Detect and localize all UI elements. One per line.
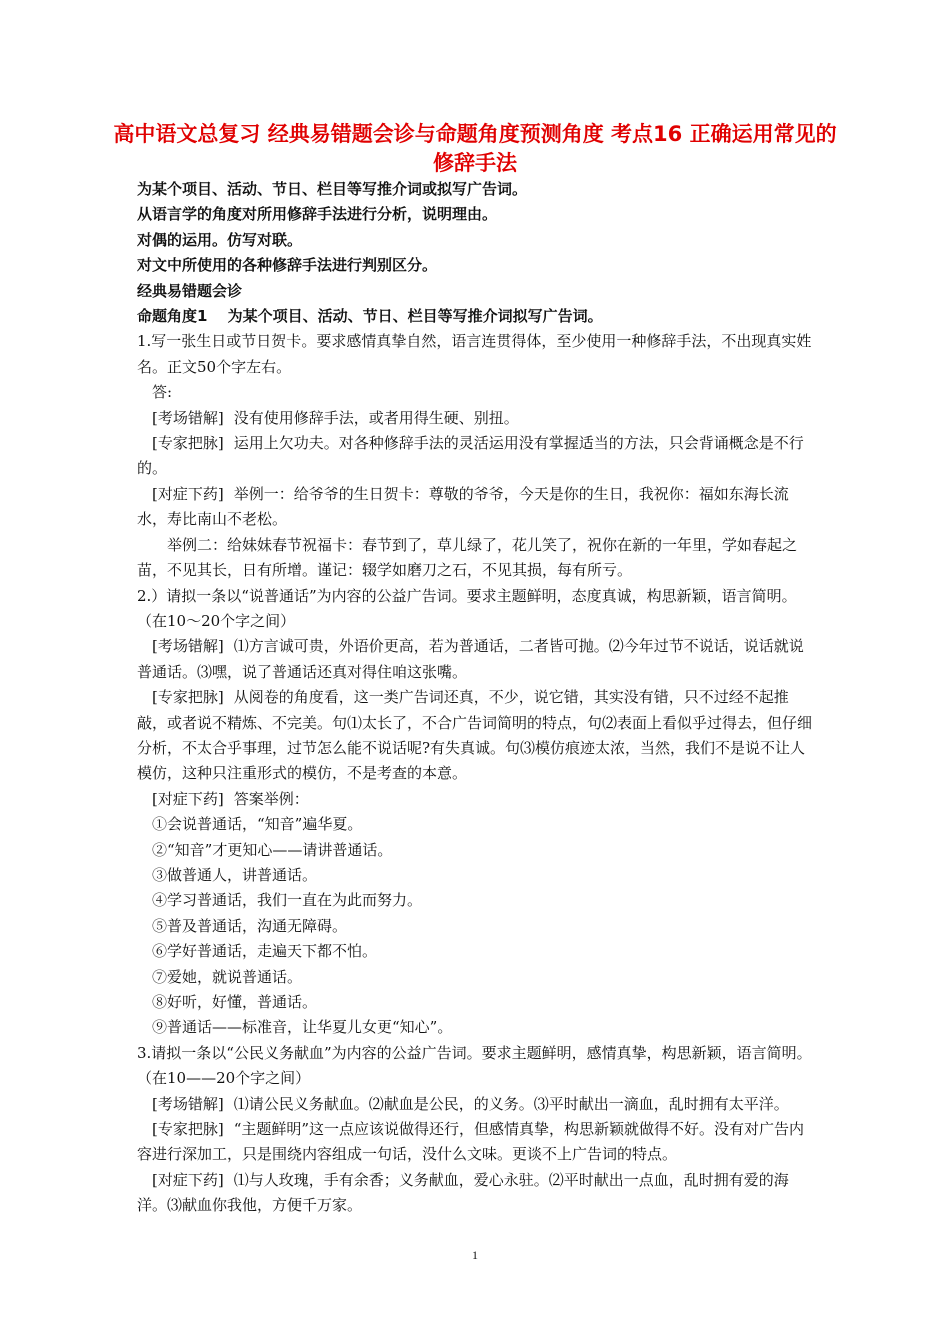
objective-item: 对文中所使用的各种修辞手法进行判别区分。: [137, 256, 438, 275]
example-item: ⑥学好普通话，走遍天下都不怕。: [152, 942, 378, 961]
error-tag: [考场错解]: [152, 637, 224, 656]
example-item: ⑦爱她，就说普通话。: [152, 967, 303, 986]
example-item: ⑧好听，好懂，普通话。: [152, 993, 318, 1011]
error-text: ⑴请公民义务献血。⑵献血是公民，的义务。⑶平时献出一滴血，乱时拥有太平洋。: [233, 1094, 789, 1113]
objective-item: 为某个项目、活动、节日、栏目等写推介词或拟写广告词。: [137, 180, 528, 198]
example-item: ⑨普通话——标准音，让华夏儿女更“知心”。: [152, 1018, 453, 1037]
remedy-tag: [对症下药]: [152, 789, 224, 808]
page-number: 1: [472, 1248, 478, 1262]
objective-item: 对偶的运用。仿写对联。: [137, 230, 303, 249]
expert-text: 运用上欠功夫。对各种修辞手法的灵活运用没有掌握适当的方法，只会背诵概念是不行的。: [137, 434, 804, 478]
question-1: 1.写一张生日或节日贺卡。要求感情真挚自然，语言连贯得体，至少使用一种修辞手法，不出现真实姓名。正文50个字左右。: [137, 332, 812, 376]
example-item: ③做普通人，讲普通话。: [152, 865, 318, 884]
expert-tag: [专家把脉]: [152, 688, 224, 707]
example-item: ①会说普通话，“知音”遍华夏。: [152, 815, 363, 834]
q2-remedy: [137, 787, 817, 812]
expert-tag: [专家把脉]: [152, 1120, 224, 1139]
remedy-text: 答案举例：: [233, 789, 309, 808]
error-tag: [考场错解]: [152, 1094, 224, 1113]
q2-expert-analysis: [137, 685, 817, 787]
remedy-tag: [对症下药]: [152, 1170, 224, 1189]
error-text: ⑴方言诚可贵，外语价更高，若为普通话，二者皆可抛。⑵今年过节不说话，说话就说普通话。⑶嘿，说了普通话还真对得住咱这张嘴。: [137, 637, 804, 681]
question-3: 3.请拟一条以“公民义务献血”为内容的公益广告词。要求主题鲜明，感情真挚，构思新颖，语言简明。（在10——20个字之间）: [137, 1043, 812, 1088]
example-item: ②“知音”才更知心——请讲普通话。: [152, 840, 393, 859]
q1-expert-analysis: [137, 431, 817, 482]
expert-text: 从阅卷的角度看，这一类广告词还真，不少，说它错，其实没有错，只不过经不起推敲，或者说不精炼、不完美。句⑴太长了，不合广告词简明的特点，句⑵表面上看似乎过得去，但仔细分析，不太合乎事理，过节怎么能不说话呢?有失真诚。句⑶模仿痕迹太浓，当然，我们不是说不让人模仿，这种只注重形式的模仿，不是考查的本意。: [137, 688, 813, 783]
q1-error-analysis: [137, 406, 817, 431]
remedy-text: ⑴与人玫瑰，手有余香；义务献血，爱心永驻。⑵平时献出一点血，乱时拥有爱的海洋。⑶献血你我他，方便千万家。: [137, 1170, 789, 1215]
objective-item: 从语言学的角度对所用修辞手法进行分析，说明理由。: [137, 205, 498, 224]
expert-tag: [专家把脉]: [152, 434, 224, 453]
q2-error-analysis: [137, 634, 817, 685]
q1-remedy: [137, 482, 817, 533]
example-item: ⑤普及普通话，沟通无障碍。: [152, 916, 348, 935]
section-heading: 经典易错题会诊: [137, 281, 243, 300]
question-2: 2.）请拟一条以“说普通话”为内容的公益广告词。要求主题鲜明，态度真诚，构思新颖，语言简明。（在10～20个字之间）: [137, 586, 797, 630]
document-body: [137, 177, 817, 1219]
q1-example-2: 举例二：给妹妹春节祝福卡：春节到了，草儿绿了，花儿笑了，祝你在新的一年里，学如春起之苗，不见其长，日有所增。谨记：辍学如磨刀之石，不见其损，每有所亏。: [137, 535, 798, 580]
answer-label: 答:: [152, 383, 173, 402]
error-tag: [考场错解]: [152, 408, 224, 427]
angle-heading: 命题角度1 为某个项目、活动、节日、栏目等写推介词拟写广告词。: [137, 307, 603, 326]
document-title: 高中语文总复习 经典易错题会诊与命题角度预测角度 考点16 正确运用常见的修辞手法: [113, 122, 837, 175]
error-text: 没有使用修辞手法，或者用得生硬、别扭。: [233, 408, 519, 427]
remedy-text: 举例一：给爷爷的生日贺卡：尊敬的爷爷，今天是你的生日，我祝你：福如东海长流水，寿比南山不老松。: [137, 484, 789, 529]
q3-expert-analysis: [137, 1117, 817, 1168]
expert-text: “主题鲜明”这一点应该说做得还行，但感情真挚，构思新颖就做得不好。没有对广告内容进行深加工，只是围绕内容组成一句话，没什么文味。更谈不上广告词的特点。: [137, 1120, 805, 1164]
example-item: ④学习普通话，我们一直在为此而努力。: [152, 891, 423, 910]
remedy-tag: [对症下药]: [152, 484, 224, 503]
q3-error-analysis: [137, 1092, 817, 1117]
q3-remedy: [137, 1168, 817, 1219]
